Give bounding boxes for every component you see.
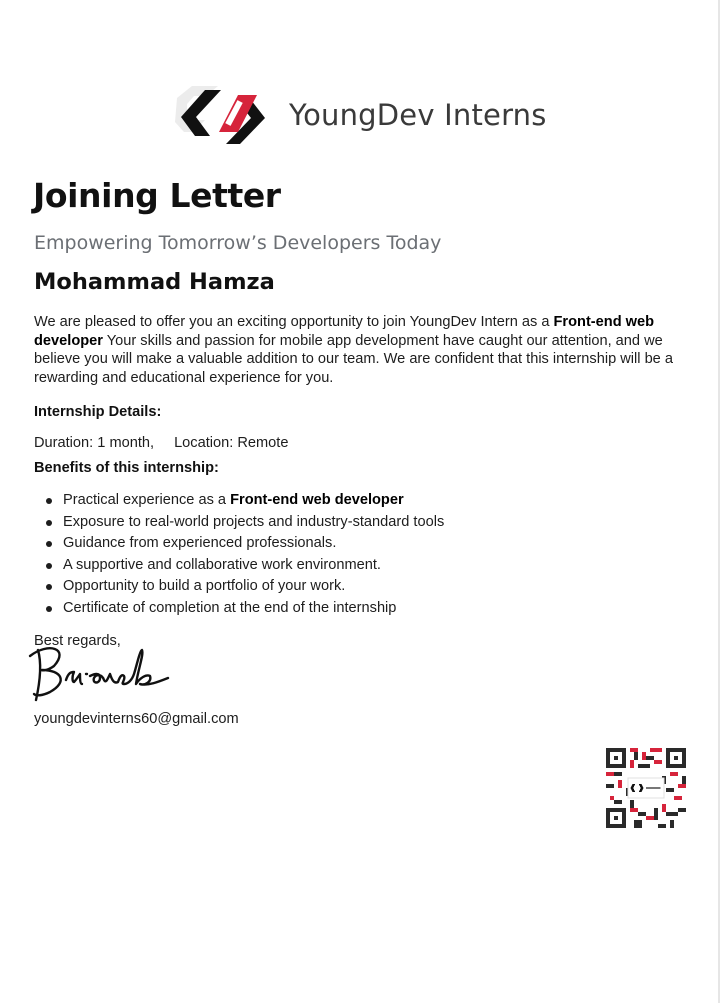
code-brackets-logo-icon <box>165 70 285 160</box>
qr-code-icon <box>606 747 686 829</box>
list-item: Certificate of completion at the end of the internship <box>34 598 444 620</box>
recipient-name: Mohammad Hamza <box>34 269 275 295</box>
intro-role: Front-end web developer <box>34 314 655 349</box>
location: Location: Remote <box>174 435 289 451</box>
letterhead <box>165 70 585 160</box>
list-item: Exposure to real-world projects and industry-standard tools <box>34 512 444 534</box>
contact-email[interactable]: youngdevinterns60@gmail.com <box>34 711 239 727</box>
intro-text-end: Your skills and passion for mobile app development have caught our attention, and we believe you will make a valuable addition to our team. We are confident that this internship will be a rewarding and educational experience for you. <box>34 332 673 386</box>
duration: Duration: 1 month, <box>34 435 155 451</box>
benefits-list <box>34 490 444 620</box>
list-item: A supportive and collaborative work environment. <box>34 555 444 577</box>
intro-paragraph <box>34 313 684 387</box>
signature <box>28 640 178 708</box>
internship-details <box>34 435 288 451</box>
brand-name: YoungDev Interns <box>289 98 547 132</box>
list-item: Practical experience as a Front-end web developer <box>34 490 444 512</box>
tagline: Empowering Tomorrow’s Developers Today <box>34 232 442 254</box>
list-item: Opportunity to build a portfolio of your work. <box>34 576 444 598</box>
intro-text-start: We are pleased to offer you an exciting opportunity to join YoungDev Intern as a <box>34 314 554 330</box>
list-item: Guidance from experienced professionals. <box>34 533 444 555</box>
closing: Best regards, <box>34 633 121 649</box>
internship-details-heading: Internship Details: <box>34 404 162 420</box>
benefits-heading: Benefits of this internship: <box>34 460 219 476</box>
page-title: Joining Letter <box>33 176 281 215</box>
